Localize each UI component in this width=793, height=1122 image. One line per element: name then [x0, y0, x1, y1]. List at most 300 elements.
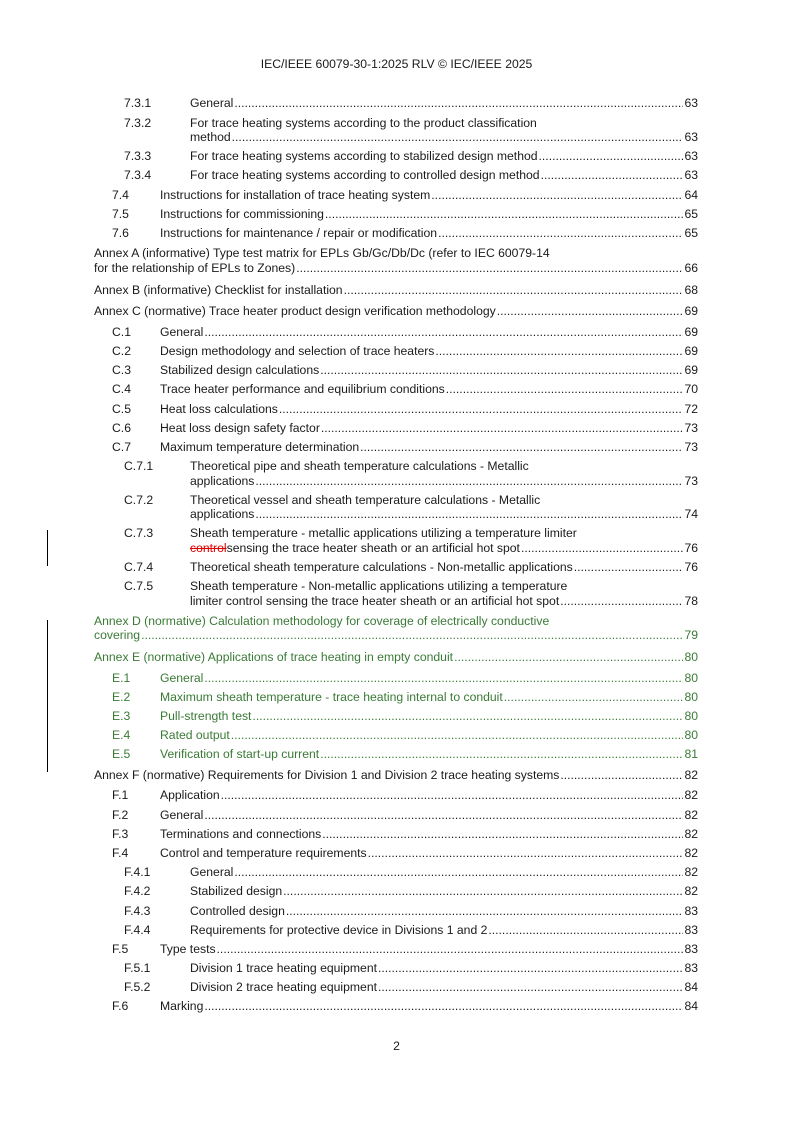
toc-page-number: 82	[684, 788, 698, 803]
toc-title-text: Instructions for maintenance / repair or modification	[160, 225, 438, 240]
toc-entry-title	[94, 650, 698, 664]
toc-entry[interactable]	[94, 863, 698, 882]
toc-title-text: General	[190, 96, 234, 111]
toc-title-text: for the relationship of EPLs to Zones)	[94, 260, 296, 275]
toc-title-text: Heat loss calculations	[160, 401, 278, 416]
toc-leader-line	[190, 560, 698, 574]
toc-page-number: 63	[684, 168, 698, 183]
toc-title-text: Annex E (normative) Applications of trace heating in empty conduit	[94, 650, 454, 665]
dot-leader	[521, 541, 683, 555]
toc-entry-title	[160, 207, 698, 221]
toc-title-text: Controlled design	[190, 903, 285, 918]
toc-leader-line	[94, 261, 698, 275]
toc-entry-number: F.5.2	[124, 980, 151, 995]
dot-leader	[488, 923, 683, 937]
toc-entry-number: F.5.1	[124, 961, 151, 976]
dot-leader	[255, 474, 683, 488]
toc-entry-title	[190, 865, 698, 879]
dot-leader	[344, 283, 684, 297]
toc-entry-number: C.2	[112, 344, 131, 359]
toc-title-text: applications	[190, 473, 255, 488]
dot-leader	[234, 96, 683, 110]
toc-title-text: Pull-strength test	[160, 709, 252, 724]
toc-entry-title	[160, 363, 698, 377]
toc-page-number: 81	[684, 747, 698, 762]
toc-page-number: 65	[684, 225, 698, 240]
toc-entry-number: 7.3.1	[124, 96, 152, 111]
toc-entry-title	[160, 709, 698, 723]
toc-entry-number: 7.3.2	[124, 115, 152, 130]
toc-title-text: General	[160, 807, 204, 822]
dot-leader	[368, 846, 684, 860]
toc-entry-number: F.5	[112, 941, 129, 956]
toc-leader-line	[160, 325, 698, 339]
toc-page-number: 66	[684, 260, 698, 275]
dot-leader	[435, 344, 683, 358]
toc-leader-line	[94, 628, 698, 642]
dot-leader	[321, 421, 684, 435]
toc-entry-title	[94, 246, 698, 275]
toc-entry-title	[160, 325, 698, 339]
toc-entry-number: 7.5	[112, 206, 129, 221]
toc-title-text: Requirements for protective device in Divisions 1 and 2	[190, 922, 488, 937]
toc-page-number: 79	[684, 628, 698, 643]
toc-entry-number: C.7.3	[124, 526, 154, 541]
toc-page-number: 82	[684, 884, 698, 899]
toc-leader-line	[160, 942, 698, 956]
toc-entry-number: E.2	[112, 689, 131, 704]
dot-leader	[204, 808, 683, 822]
toc-entry-number: F.3	[112, 826, 129, 841]
toc-title-text: limiter control sensing the trace heater sheath or an artificial hot spot	[190, 593, 560, 608]
toc-entry-number: C.6	[112, 420, 131, 435]
toc-entry[interactable]	[94, 279, 698, 301]
toc-leader-line	[160, 999, 698, 1013]
toc-page-number: 70	[684, 382, 698, 397]
dot-leader	[504, 690, 684, 704]
page-number: 2	[393, 1039, 400, 1053]
toc-title-text: Trace heater performance and equilibrium conditions	[160, 382, 445, 397]
toc-entry[interactable]	[94, 457, 698, 491]
toc-title-line: Sheath temperature - Non-metallic applications utilizing a temperature	[190, 579, 568, 594]
toc-title-text: Annex B (informative) Checklist for installation	[94, 282, 343, 297]
dot-leader	[221, 788, 684, 802]
toc-entry-title	[190, 149, 698, 163]
toc-leader-line	[160, 808, 698, 822]
dot-leader	[286, 904, 684, 918]
dot-leader	[255, 507, 683, 521]
toc-leader-line	[160, 846, 698, 860]
toc-entry-title	[160, 188, 698, 202]
toc-entry-title	[190, 980, 698, 994]
toc-entry[interactable]	[94, 577, 698, 611]
dot-leader	[279, 402, 684, 416]
toc-entry-title	[160, 827, 698, 841]
toc-entry-title	[190, 961, 698, 975]
toc-entry-title	[160, 808, 698, 822]
toc-page-number: 63	[684, 96, 698, 111]
toc-entry[interactable]	[94, 301, 698, 323]
toc-page-number: 82	[684, 767, 698, 782]
toc-entry-number: C.7.5	[124, 579, 154, 594]
toc-entry-title	[160, 999, 698, 1013]
toc-leader-line	[190, 149, 698, 163]
toc-title-text: General	[160, 670, 204, 685]
toc-entry-title	[94, 283, 698, 297]
toc-entry[interactable]	[94, 147, 698, 166]
toc-entry[interactable]	[94, 438, 698, 457]
toc-leader-line	[190, 923, 698, 937]
toc-title-text: Verification of start-up current	[160, 747, 320, 762]
toc-entry-number: C.7	[112, 439, 131, 454]
toc-leader-line	[160, 363, 698, 377]
toc-entry-number: C.7.2	[124, 492, 154, 507]
toc-leader-line	[160, 421, 698, 435]
toc-entry-number: 7.3.4	[124, 168, 152, 183]
toc-entry-number: C.7.1	[124, 459, 154, 474]
toc-title-line: Sheath temperature - metallic applications utilizing a temperature limiter	[190, 526, 577, 541]
toc-page-number: 83	[684, 922, 698, 937]
toc-entry-title	[94, 768, 698, 782]
toc-leader-line	[190, 904, 698, 918]
deleted-text: control	[190, 540, 227, 555]
toc-page-number: 72	[684, 401, 698, 416]
toc-page-number: 82	[684, 845, 698, 860]
toc-entry[interactable]	[94, 243, 698, 279]
dot-leader	[438, 226, 683, 240]
dot-leader	[204, 325, 683, 339]
toc-page-number: 80	[684, 709, 698, 724]
dot-leader	[325, 207, 684, 221]
toc-entry-title	[160, 942, 698, 956]
dot-leader	[378, 980, 683, 994]
toc-entry[interactable]	[94, 824, 698, 843]
toc-entry[interactable]	[94, 668, 698, 687]
dot-leader	[322, 827, 683, 841]
toc-entry-title	[160, 747, 698, 761]
toc-entry-title	[160, 690, 698, 704]
toc-entry-number: E.1	[112, 670, 131, 685]
toc-page-number: 82	[684, 865, 698, 880]
toc-entry[interactable]	[94, 558, 698, 577]
toc-leader-line	[190, 130, 698, 144]
toc-title-text: Control and temperature requirements	[160, 845, 367, 860]
toc-leader-line	[160, 382, 698, 396]
toc-entry-number: F.4.1	[124, 865, 151, 880]
toc-entry[interactable]	[94, 322, 698, 341]
toc-entry-title	[160, 382, 698, 396]
toc-leader-line	[190, 474, 698, 488]
toc-entry[interactable]	[94, 418, 698, 437]
toc-entry-number: E.3	[112, 709, 131, 724]
toc-entry[interactable]	[94, 844, 698, 863]
toc-entry[interactable]	[94, 647, 698, 669]
dot-leader	[231, 728, 684, 742]
toc-title-text: Theoretical sheath temperature calculations - Non-metallic applications	[190, 559, 573, 574]
toc-title-text: General	[190, 865, 234, 880]
toc-title-text: Stabilized design	[190, 884, 283, 899]
toc-entry[interactable]	[94, 786, 698, 805]
toc-title-text: Type tests	[160, 941, 216, 956]
toc-page-number: 63	[684, 129, 698, 144]
toc-entry-title	[160, 671, 698, 685]
toc-entry-title	[190, 560, 698, 574]
toc-leader-line	[190, 168, 698, 182]
toc-title-text: Rated output	[160, 728, 230, 743]
toc-entry-number: C.7.4	[124, 559, 154, 574]
dot-leader	[560, 594, 683, 608]
toc-entry-number: 7.3.3	[124, 149, 152, 164]
toc-entry[interactable]	[94, 380, 698, 399]
table-of-contents	[94, 94, 698, 1016]
toc-entry[interactable]	[94, 490, 698, 524]
dot-leader	[539, 149, 684, 163]
toc-leader-line	[94, 768, 698, 782]
toc-entry-title	[190, 459, 698, 488]
toc-page-number: 73	[684, 420, 698, 435]
dot-leader	[560, 768, 683, 782]
toc-title-line: For trace heating systems according to the product classification	[190, 115, 537, 130]
toc-entry-title	[160, 421, 698, 435]
toc-page-number: 80	[684, 689, 698, 704]
toc-leader-line	[160, 402, 698, 416]
dot-leader	[217, 942, 684, 956]
toc-entry-title	[160, 440, 698, 454]
toc-entry-title	[190, 579, 698, 608]
toc-entry-title	[94, 304, 698, 318]
toc-leader-line	[160, 747, 698, 761]
toc-entry-number: F.4	[112, 845, 129, 860]
dot-leader	[283, 884, 683, 898]
dot-leader	[204, 999, 683, 1013]
toc-page-number: 82	[684, 807, 698, 822]
toc-entry-number: F.4.3	[124, 903, 151, 918]
toc-title-text: Annex F (normative) Requirements for Division 1 and Division 2 trace heating systems	[94, 767, 560, 782]
toc-page-number: 73	[684, 473, 698, 488]
toc-entry-number: F.4.4	[124, 922, 151, 937]
toc-entry-number: C.3	[112, 363, 131, 378]
toc-leader-line	[160, 709, 698, 723]
toc-page-number: 82	[684, 826, 698, 841]
toc-page-number: 76	[684, 540, 698, 555]
toc-leader-line	[190, 865, 698, 879]
toc-leader-line	[160, 440, 698, 454]
toc-entry[interactable]	[94, 726, 698, 745]
toc-page-number: 80	[684, 670, 698, 685]
toc-entry-title	[190, 96, 698, 110]
dot-leader	[454, 650, 683, 664]
toc-leader-line	[160, 671, 698, 685]
toc-leader-line	[160, 690, 698, 704]
toc-entry[interactable]	[94, 399, 698, 418]
toc-entry-number: 7.4	[112, 187, 129, 202]
dot-leader	[232, 130, 684, 144]
dot-leader	[141, 628, 683, 642]
dot-leader	[320, 363, 683, 377]
toc-page-number: 64	[684, 187, 698, 202]
toc-leader-line	[190, 96, 698, 110]
toc-title-text: Instructions for commissioning	[160, 206, 324, 221]
toc-title-text: Application	[160, 788, 220, 803]
toc-entry-title	[160, 226, 698, 240]
toc-leader-line	[94, 304, 698, 318]
dot-leader	[360, 440, 683, 454]
toc-entry[interactable]	[94, 745, 698, 764]
toc-leader-line	[160, 344, 698, 358]
toc-title-text: applications	[190, 507, 255, 522]
toc-entry[interactable]	[94, 920, 698, 939]
dot-leader	[574, 560, 684, 574]
toc-page-number: 69	[684, 324, 698, 339]
toc-page-number: 83	[684, 941, 698, 956]
toc-entry-title	[190, 923, 698, 937]
toc-page-number: 83	[684, 903, 698, 918]
toc-leader-line	[160, 728, 698, 742]
toc-page-number: 80	[684, 650, 698, 665]
toc-title-text: method	[190, 129, 231, 144]
toc-leader-line	[160, 827, 698, 841]
toc-title-text: Annex C (normative) Trace heater product design verification methodology	[94, 304, 496, 319]
toc-page-number: 63	[684, 149, 698, 164]
toc-leader-line	[190, 541, 698, 555]
toc-entry-title	[190, 168, 698, 182]
toc-page-number: 78	[684, 593, 698, 608]
toc-leader-line	[160, 188, 698, 202]
toc-entry[interactable]	[94, 997, 698, 1016]
toc-leader-line	[160, 788, 698, 802]
toc-entry-number: F.2	[112, 807, 129, 822]
dot-leader	[296, 261, 683, 275]
toc-leader-line	[190, 507, 698, 521]
toc-page-number: 74	[684, 507, 698, 522]
toc-page-number: 65	[684, 206, 698, 221]
toc-entry-title	[190, 884, 698, 898]
toc-title-line: Theoretical vessel and sheath temperature calculations - Metallic	[190, 492, 541, 507]
toc-page-number: 69	[684, 363, 698, 378]
toc-leader-line	[190, 961, 698, 975]
toc-entry[interactable]	[94, 882, 698, 901]
toc-title-line: Annex A (informative) Type test matrix for EPLs Gb/Gc/Db/Dc (refer to IEC 60079-14	[94, 246, 550, 261]
toc-page-number: 69	[684, 304, 698, 319]
toc-leader-line	[190, 594, 698, 608]
toc-entry-title	[160, 846, 698, 860]
dot-leader	[497, 304, 684, 318]
toc-entry-number: E.4	[112, 728, 131, 743]
dot-leader	[446, 382, 684, 396]
toc-title-text: sensing the trace heater sheath or an artificial hot spot	[226, 540, 520, 555]
toc-page-number: 68	[684, 282, 698, 297]
toc-title-text: Terminations and connections	[160, 826, 322, 841]
toc-entry-number: F.1	[112, 788, 129, 803]
toc-entry[interactable]	[94, 901, 698, 920]
toc-title-text: covering	[94, 628, 141, 643]
dot-leader	[378, 961, 683, 975]
toc-entry[interactable]	[94, 978, 698, 997]
toc-entry-title	[190, 493, 698, 522]
toc-entry[interactable]	[94, 524, 698, 558]
toc-entry-number: C.5	[112, 401, 131, 416]
toc-entry[interactable]	[94, 940, 698, 959]
toc-entry[interactable]	[94, 185, 698, 204]
change-bar	[47, 530, 48, 566]
toc-entry[interactable]	[94, 204, 698, 223]
toc-entry[interactable]	[94, 113, 698, 147]
toc-entry-title	[160, 402, 698, 416]
toc-entry-number: 7.6	[112, 225, 129, 240]
toc-leader-line	[190, 884, 698, 898]
toc-page-number: 84	[684, 999, 698, 1014]
toc-leader-line	[190, 980, 698, 994]
toc-page-number: 73	[684, 439, 698, 454]
toc-entry-title	[160, 344, 698, 358]
toc-entry-number: E.5	[112, 747, 131, 762]
toc-title-text: Maximum temperature determination	[160, 439, 360, 454]
toc-title-text: General	[160, 324, 204, 339]
change-bar	[47, 620, 48, 772]
toc-entry[interactable]	[94, 764, 698, 786]
toc-entry[interactable]	[94, 805, 698, 824]
toc-entry-title	[160, 788, 698, 802]
dot-leader	[431, 188, 683, 202]
toc-entry[interactable]	[94, 166, 698, 185]
toc-page-number: 69	[684, 344, 698, 359]
toc-title-line: Theoretical pipe and sheath temperature calculations - Metallic	[190, 459, 529, 474]
toc-entry[interactable]	[94, 959, 698, 978]
toc-title-text: Design methodology and selection of trace heaters	[160, 344, 435, 359]
toc-entry-title	[94, 614, 698, 643]
toc-leader-line	[94, 650, 698, 664]
toc-entry-number: C.1	[112, 324, 131, 339]
toc-title-text: Heat loss design safety factor	[160, 420, 320, 435]
toc-leader-line	[160, 207, 698, 221]
toc-title-text: Instructions for installation of trace heating system	[160, 187, 431, 202]
toc-leader-line	[94, 283, 698, 297]
dot-leader	[541, 168, 684, 182]
toc-entry[interactable]	[94, 224, 698, 243]
toc-entry[interactable]	[94, 707, 698, 726]
dot-leader	[252, 709, 683, 723]
toc-leader-line	[160, 226, 698, 240]
toc-entry-number: F.4.2	[124, 884, 151, 899]
dot-leader	[204, 671, 683, 685]
toc-title-text: Maximum sheath temperature - trace heating internal to conduit	[160, 689, 503, 704]
dot-leader	[320, 747, 683, 761]
running-header: IEC/IEEE 60079-30-1:2025 RLV © IEC/IEEE 2025	[260, 57, 533, 71]
toc-entry-number: C.4	[112, 382, 131, 397]
toc-title-line: Annex D (normative) Calculation methodology for coverage of electrically conductive	[94, 614, 550, 629]
toc-entry-title	[190, 116, 698, 145]
toc-title-text: Marking	[160, 999, 204, 1014]
dot-leader	[234, 865, 683, 879]
toc-entry-title	[190, 526, 698, 555]
toc-title-text: Division 2 trace heating equipment	[190, 980, 377, 995]
toc-entry[interactable]	[94, 688, 698, 707]
toc-entry-title	[190, 904, 698, 918]
toc-page-number: 80	[684, 728, 698, 743]
toc-entry[interactable]	[94, 610, 698, 646]
toc-title-text: Stabilized design calculations	[160, 363, 320, 378]
toc-entry[interactable]	[94, 94, 698, 113]
toc-entry-title	[160, 728, 698, 742]
toc-entry-number: F.6	[112, 999, 129, 1014]
toc-entry[interactable]	[94, 342, 698, 361]
toc-entry[interactable]	[94, 361, 698, 380]
toc-page-number: 76	[684, 559, 698, 574]
toc-page-number: 83	[684, 961, 698, 976]
toc-title-text: For trace heating systems according to stabilized design method	[190, 149, 538, 164]
toc-title-text: For trace heating systems according to controlled design method	[190, 168, 540, 183]
toc-title-text: Division 1 trace heating equipment	[190, 961, 377, 976]
